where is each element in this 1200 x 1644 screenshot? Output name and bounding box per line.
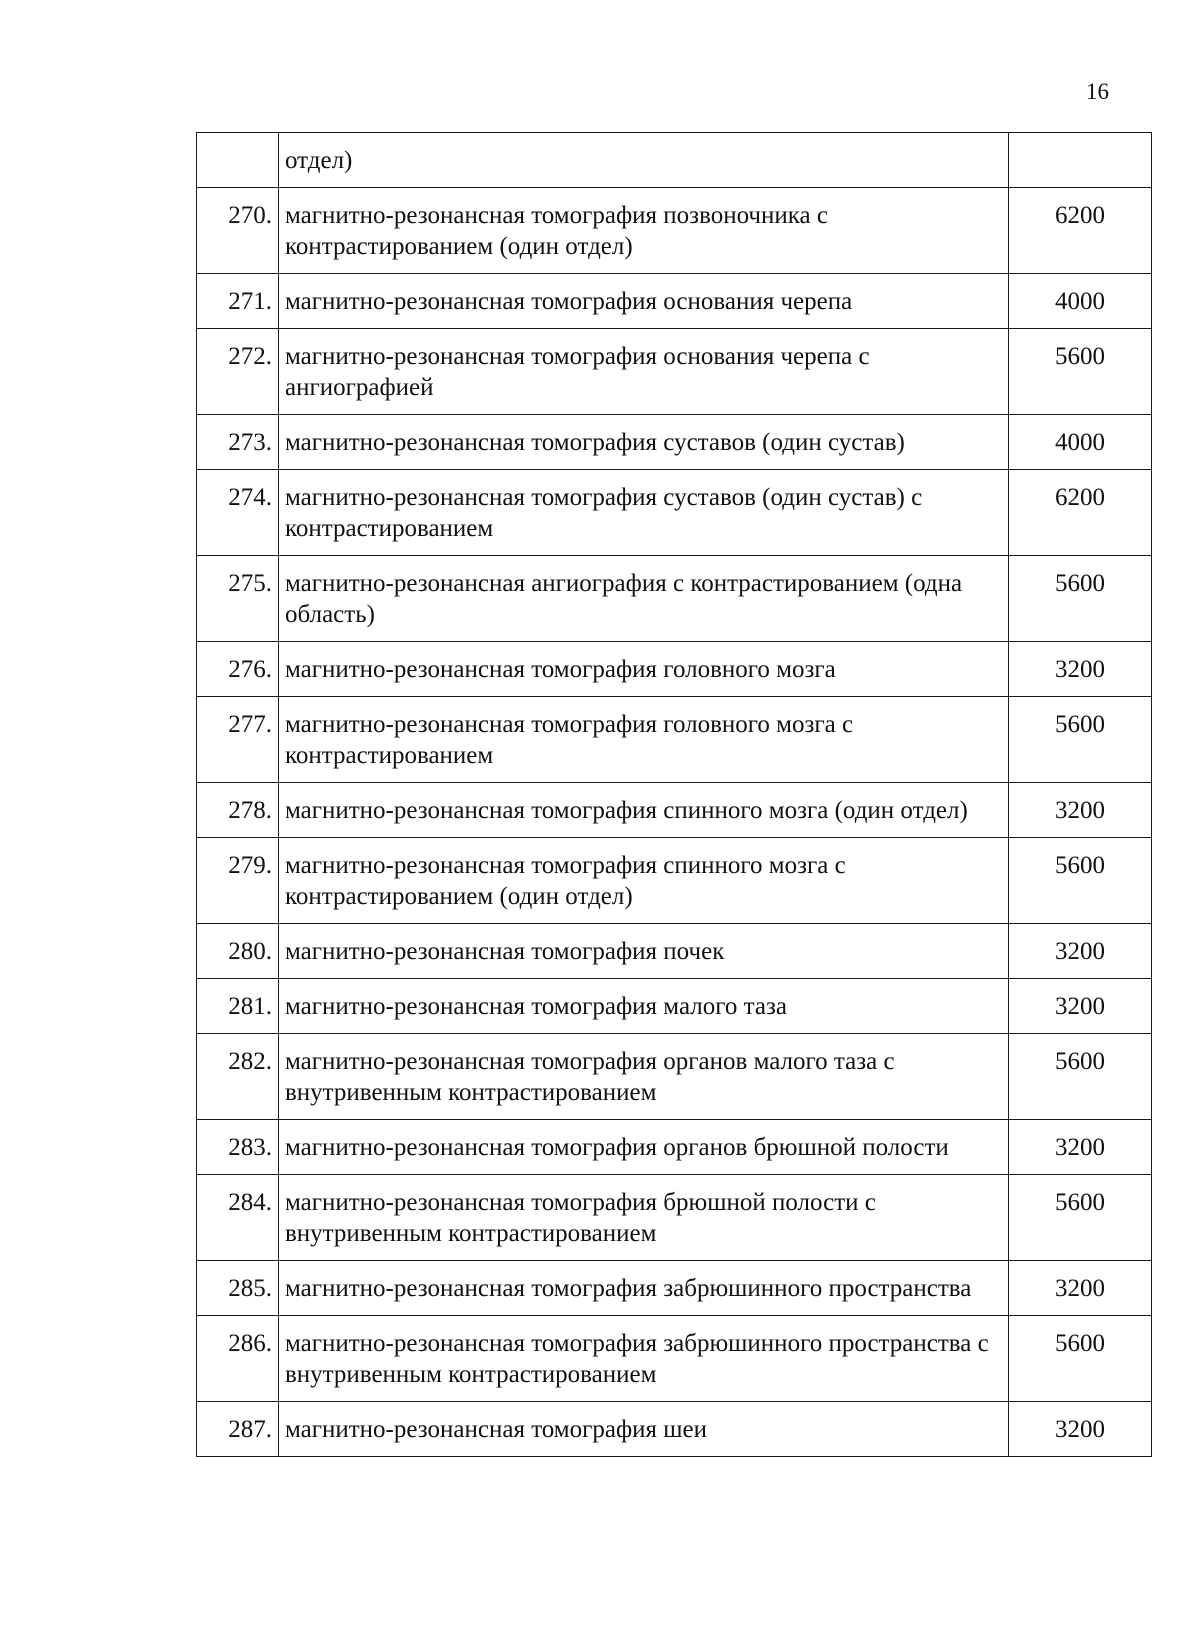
price-table [196, 132, 1152, 1457]
row-number: 279. [197, 838, 279, 924]
service-name: магнитно-резонансная томография забрюшинного пространства [279, 1261, 1009, 1316]
service-name: магнитно-резонансная томография позвоночника с контрастированием (один отдел) [279, 188, 1009, 274]
table-row [197, 1034, 1152, 1120]
service-name: магнитно-резонансная томография суставов (один сустав) с контрастированием [279, 470, 1009, 556]
row-number: 274. [197, 470, 279, 556]
service-price: 5600 [1009, 697, 1152, 783]
table-row [197, 188, 1152, 274]
service-price: 5600 [1009, 1034, 1152, 1120]
service-price [1009, 133, 1152, 188]
service-name: магнитно-резонансная томография основания черепа с ангиографией [279, 329, 1009, 415]
table-row [197, 783, 1152, 838]
service-price: 5600 [1009, 838, 1152, 924]
service-name: магнитно-резонансная томография шеи [279, 1402, 1009, 1457]
row-number: 287. [197, 1402, 279, 1457]
table-row [197, 329, 1152, 415]
service-name: магнитно-резонансная томография основания черепа [279, 274, 1009, 329]
service-price: 5600 [1009, 329, 1152, 415]
service-name: магнитно-резонансная томография брюшной полости с внутривенным контрастированием [279, 1175, 1009, 1261]
table-row [197, 470, 1152, 556]
row-number: 272. [197, 329, 279, 415]
table-row [197, 556, 1152, 642]
table-row [197, 133, 1152, 188]
row-number [197, 133, 279, 188]
table-row [197, 838, 1152, 924]
row-number: 286. [197, 1316, 279, 1402]
row-number: 273. [197, 415, 279, 470]
row-number: 281. [197, 979, 279, 1034]
service-name: магнитно-резонансная томография забрюшинного пространства с внутривенным контрастированием [279, 1316, 1009, 1402]
table-row [197, 1175, 1152, 1261]
service-name: магнитно-резонансная томография органов брюшной полости [279, 1120, 1009, 1175]
table-row [197, 697, 1152, 783]
service-price: 5600 [1009, 1316, 1152, 1402]
service-price: 3200 [1009, 642, 1152, 697]
service-name: магнитно-резонансная томография спинного мозга (один отдел) [279, 783, 1009, 838]
service-price: 3200 [1009, 1402, 1152, 1457]
service-price: 5600 [1009, 1175, 1152, 1261]
page-number: 16 [1086, 79, 1109, 104]
row-number: 285. [197, 1261, 279, 1316]
table-row [197, 979, 1152, 1034]
table-row [197, 642, 1152, 697]
service-name: магнитно-резонансная ангиография с контрастированием (одна область) [279, 556, 1009, 642]
service-price: 4000 [1009, 415, 1152, 470]
row-number: 283. [197, 1120, 279, 1175]
row-number: 270. [197, 188, 279, 274]
row-number: 284. [197, 1175, 279, 1261]
service-name: магнитно-резонансная томография органов малого таза с внутривенным контрастированием [279, 1034, 1009, 1120]
service-price: 3200 [1009, 783, 1152, 838]
row-number: 280. [197, 924, 279, 979]
service-price: 4000 [1009, 274, 1152, 329]
row-number: 275. [197, 556, 279, 642]
row-number: 271. [197, 274, 279, 329]
table-row [197, 1261, 1152, 1316]
table-row [197, 274, 1152, 329]
service-price: 3200 [1009, 1120, 1152, 1175]
service-name: магнитно-резонансная томография головного мозга с контрастированием [279, 697, 1009, 783]
service-price: 3200 [1009, 979, 1152, 1034]
service-price: 3200 [1009, 924, 1152, 979]
table-row [197, 924, 1152, 979]
row-number: 282. [197, 1034, 279, 1120]
row-number: 278. [197, 783, 279, 838]
table-row [197, 1402, 1152, 1457]
service-name: магнитно-резонансная томография спинного мозга с контрастированием (один отдел) [279, 838, 1009, 924]
service-price: 6200 [1009, 188, 1152, 274]
row-number: 277. [197, 697, 279, 783]
row-number: 276. [197, 642, 279, 697]
service-price: 5600 [1009, 556, 1152, 642]
service-name: магнитно-резонансная томография почек [279, 924, 1009, 979]
table-row [197, 415, 1152, 470]
service-name: магнитно-резонансная томография малого таза [279, 979, 1009, 1034]
service-name: магнитно-резонансная томография головного мозга [279, 642, 1009, 697]
service-price: 3200 [1009, 1261, 1152, 1316]
service-name: магнитно-резонансная томография суставов (один сустав) [279, 415, 1009, 470]
table-row [197, 1316, 1152, 1402]
table-row [197, 1120, 1152, 1175]
service-name: отдел) [279, 133, 1009, 188]
service-price: 6200 [1009, 470, 1152, 556]
